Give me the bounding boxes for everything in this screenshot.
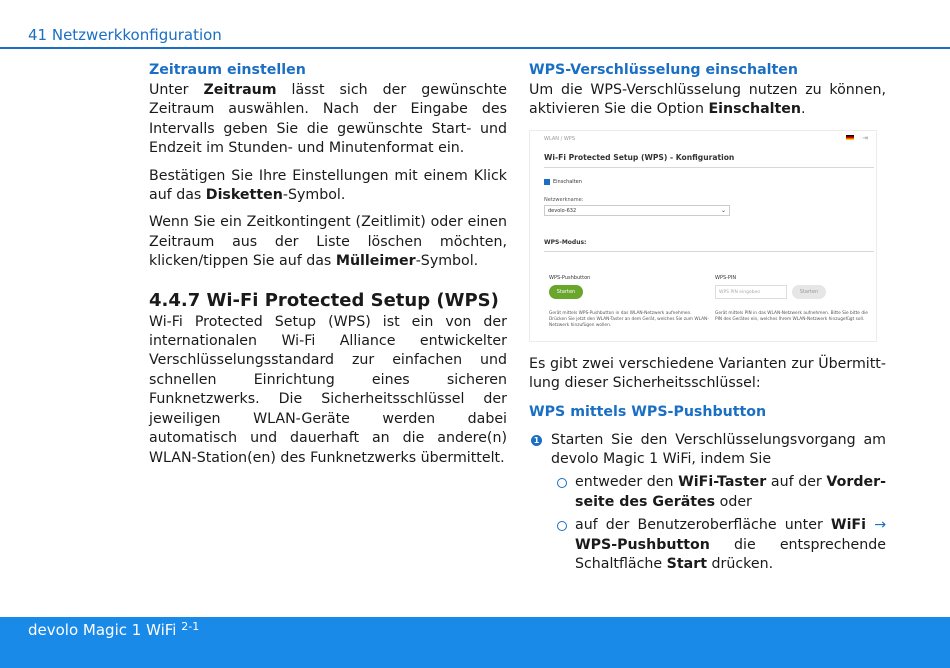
footer-product: devolo Magic 1 WiFi $^{2-1}$ <box>28 620 200 639</box>
step-1: 1 Starten Sie den Verschlüsselungsvorgang am devolo Magic 1 WiFi, indem Sie <box>529 431 886 470</box>
chevron-down-icon: ⌄ <box>720 206 726 214</box>
step-number-icon: 1 <box>531 435 542 446</box>
heading-wps-enable: WPS-Verschlüsselung einschalten <box>529 62 799 78</box>
paragraph-zeitraum: Unter Zeitraum lässt sich der gewünschte Zeitraum auswählen. Nach der Eingabe des Intervalls geben Sie die gewünschte Start- und Endzeit im Stunden- und Minutenformat ein. <box>149 82 508 157</box>
divider <box>544 251 874 252</box>
pushbutton-label: WPS-Pushbutton <box>549 274 591 281</box>
product-version: 2-1 <box>181 620 200 633</box>
wps-config-screenshot <box>529 130 877 342</box>
network-label: Netzwerkname: <box>544 196 584 203</box>
wps-mode-label: WPS-Modus: <box>544 238 587 246</box>
option-web-interface: auf der Benutzeroberfläche unter WiFi → WPS-Pushbutton die entsprechende Schaltfläche Start drücken. <box>529 516 886 574</box>
network-select[interactable]: devolo-632 ⌄ <box>544 205 730 216</box>
checkbox-icon[interactable] <box>544 179 550 185</box>
heading-wps-pushbutton: WPS mittels WPS-Pushbutton <box>529 403 767 420</box>
paragraph-delete: Wenn Sie ein Zeitkontingent (Zeitlimit) oder einen Zeitraum aus der Liste löschen möchten, klicken/tippen Sie auf das Mülleimer-Symbol. <box>149 214 507 270</box>
enable-checkbox[interactable]: Einschalten <box>544 179 582 185</box>
start-pin-button[interactable]: Starten <box>792 285 826 299</box>
screenshot-title: Wi-Fi Protected Setup (WPS) - Konfiguration <box>544 152 735 162</box>
screenshot-topbar <box>530 131 877 145</box>
paragraph-confirm: Bestätigen Sie Ihre Einstellungen mit einem Klick auf das Disketten-Symbol. <box>149 167 507 204</box>
breadcrumb: WLAN / WPS <box>544 135 576 142</box>
paragraph-variants: Es gibt zwei verschiedene Varianten zur Übermitt-lung dieser Sicherheitsschlüssel: <box>529 355 886 392</box>
paragraph-wps-intro: Wi-Fi Protected Setup (WPS) ist ein von der internationalen Wi-Fi Alliance entwickelter Verschlüsselungsstandard zur einfachen und schnellen Einrichtung eines sicheren Funknetzwerks. Die Sicherheitsschlüssel der jeweiligen WLAN-Geräte werden dabei automatisch und dauerhaft an die andere(n) WLAN-Station(en) des Funknetzwerks übermittelt. <box>149 313 507 466</box>
logout-icon[interactable]: ⇥ <box>862 133 868 142</box>
left-column <box>149 56 507 468</box>
chapter-title: 41 Netzwerkkonfiguration <box>28 26 222 44</box>
pin-label: WPS-PIN <box>715 274 737 281</box>
start-pushbutton-button[interactable]: Starten <box>549 285 583 299</box>
pushbutton-description: Gerät mittels WPS-Pushbutton in das WLAN-Netzwerk aufnehmen. Drücken Sie jetzt den WLAN-Taster an dem Gerät, welches Sie zum WLAN-Netzwerk hinzufügen wollen. <box>549 310 709 328</box>
divider <box>544 167 874 168</box>
right-column <box>529 56 886 574</box>
language-flag-icon[interactable] <box>846 135 854 140</box>
bullet-circle-icon <box>557 521 567 531</box>
header-rule <box>0 47 950 49</box>
option-hardware-button: entweder den WiFi-Taster auf der Vorder-seite des Gerätes oder <box>529 473 886 512</box>
pin-description: Gerät mittels PIN in das WLAN-Netzwerk aufnehmen. Bitte Sie bitte die PIN des Gerätes ein, welches Ihrem WLAN-Netzwerk hinzugefügt soll. <box>715 310 868 322</box>
paragraph-wps-enable: Um die WPS-Verschlüsselung nutzen zu können, aktivieren Sie die Option Einschalten. <box>529 82 886 118</box>
heading-zeitraum: Zeitraum einstellen <box>149 62 306 78</box>
arrow-right-icon: → <box>866 517 887 534</box>
page-header <box>0 0 950 50</box>
section-title-wps: 4.4.7 Wi-Fi Protected Setup (WPS) <box>149 289 499 311</box>
pin-input[interactable]: WPS PIN eingeben <box>715 285 787 299</box>
page-footer <box>0 617 950 668</box>
bullet-circle-icon <box>557 478 567 488</box>
